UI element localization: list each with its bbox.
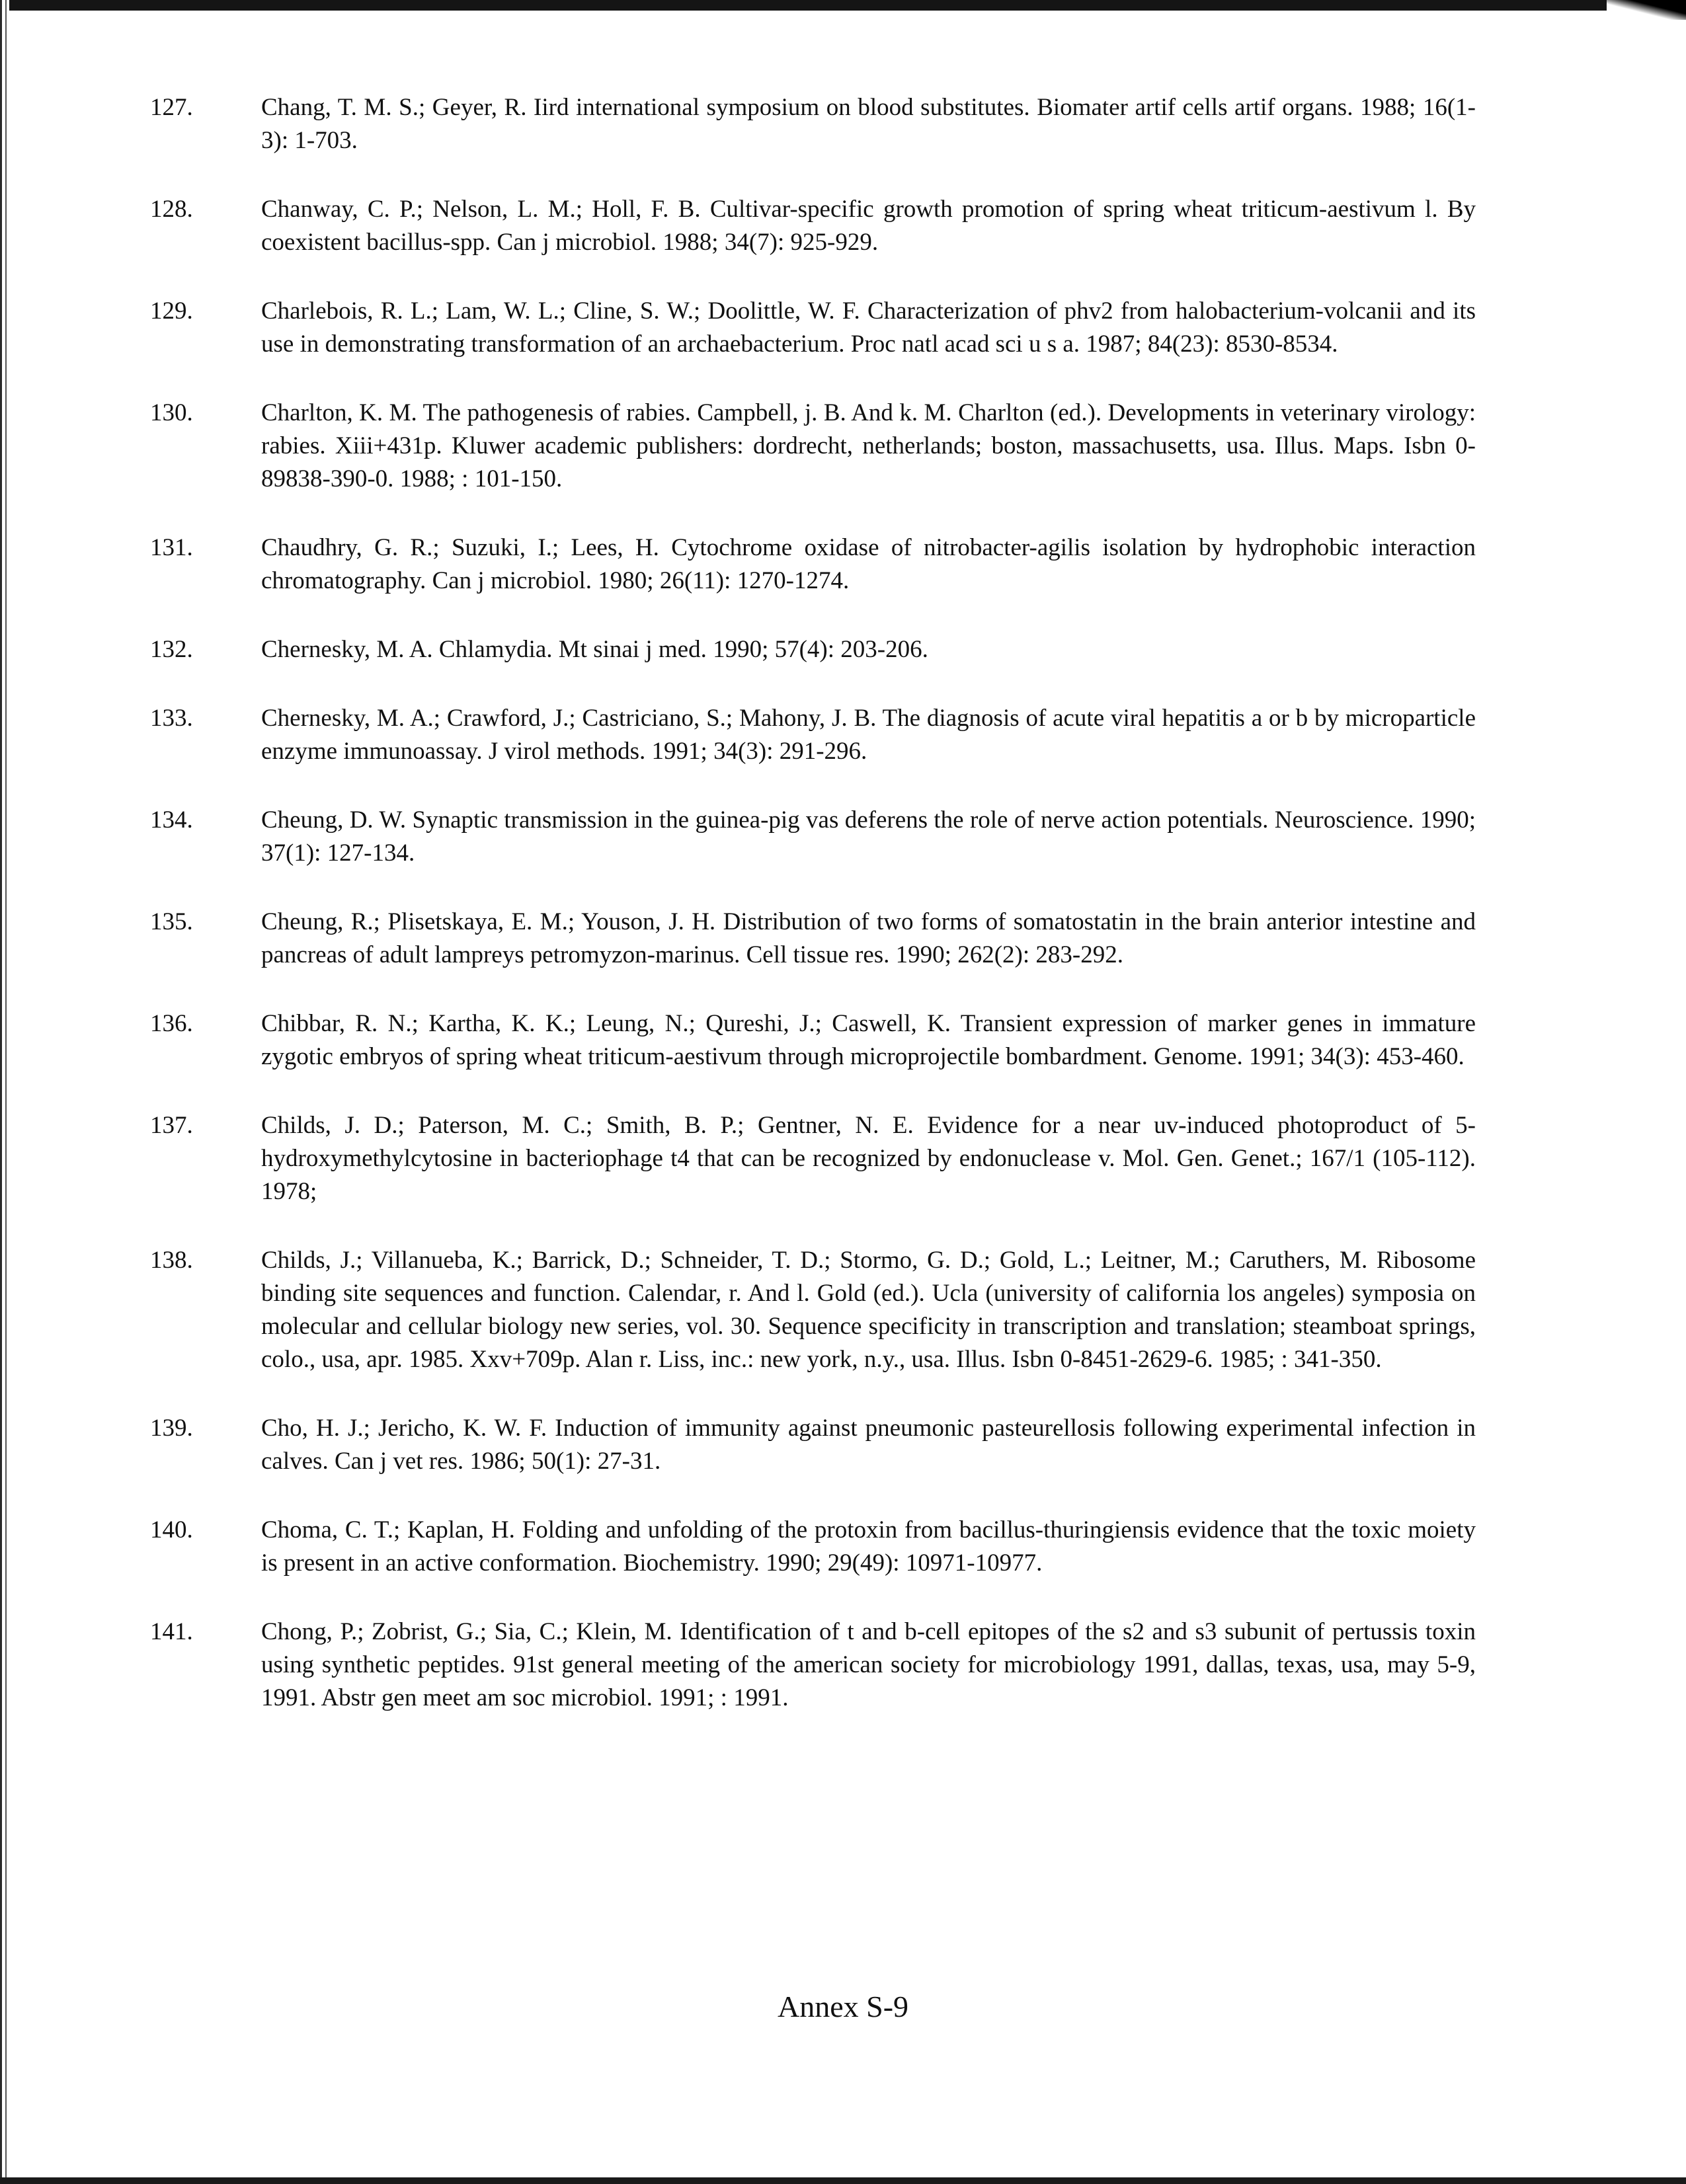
reference-item [150, 193, 1476, 259]
reference-item [150, 1412, 1476, 1478]
reference-text: Cheung, D. W. Synaptic transmission in the guinea-pig vas deferens the role of nerve action potentials. Neuroscience. 1990; 37(1): 127-134. [261, 806, 1476, 867]
reference-number: 133. [150, 705, 193, 732]
reference-text: Cho, H. J.; Jericho, K. W. F. Induction of immunity against pneumonic pasteurellosis following experimental infection in calves. Can j vet res. 1986; 50(1): 27-31. [261, 1415, 1476, 1475]
reference-text: Charlebois, R. L.; Lam, W. L.; Cline, S. W.; Doolittle, W. F. Characterization of phv2 from halobacterium-volcanii and its use in demonstrating transformation of an archaebacterium. Proc natl acad sci u s a. 1987; 84(23): 8530-8534. [261, 297, 1476, 358]
scan-border-bottom [0, 2177, 1686, 2184]
reference-text: Chibbar, R. N.; Kartha, K. K.; Leung, N.; Qureshi, J.; Caswell, K. Transient expression of marker genes in immature zygotic embryos of spring wheat triticum-aestivum through microprojectile bombardment. Genome. 1991; 34(3): 453-460. [261, 1010, 1476, 1070]
scan-corner-mark [1607, 0, 1686, 20]
reference-item [150, 1109, 1476, 1208]
reference-number: 128. [150, 196, 193, 223]
scan-border-top [0, 0, 1686, 11]
reference-text: Cheung, R.; Plisetskaya, E. M.; Youson, J. H. Distribution of two forms of somatostatin in the brain anterior intestine and pancreas of adult lampreys petromyzon-marinus. Cell tissue res. 1990; 262(2): 283-292. [261, 908, 1476, 968]
reference-item [150, 1514, 1476, 1580]
reference-text: Chaudhry, G. R.; Suzuki, I.; Lees, H. Cytochrome oxidase of nitrobacter-agilis isolation by hydrophobic interaction chromatography. Can j microbiol. 1980; 26(11): 1270-1274. [261, 534, 1476, 594]
reference-number: 127. [150, 94, 193, 121]
reference-text: Charlton, K. M. The pathogenesis of rabies. Campbell, j. B. And k. M. Charlton (ed.). Developments in veterinary virology: rabies. Xiii+431p. Kluwer academic publishers: dordrecht, netherlands; boston, massachusetts, usa. Illus. Maps. Isbn 0- 89838-390-0. 1988; : 101-150. [261, 399, 1476, 492]
reference-text: Childs, J. D.; Paterson, M. C.; Smith, B. P.; Gentner, N. E. Evidence for a near uv-induced photoproduct of 5-hydroxymethylcytosine in bacteriophage t4 that can be recognized by endonuclease v. Mol. Gen. Genet.; 167/1 (105-112). 1978; [261, 1112, 1476, 1205]
reference-number: 134. [150, 806, 193, 834]
reference-number: 132. [150, 636, 193, 663]
reference-text: Chernesky, M. A. Chlamydia. Mt sinai j med. 1990; 57(4): 203-206. [261, 636, 928, 663]
reference-number: 141. [150, 1618, 193, 1645]
reference-number: 129. [150, 297, 193, 325]
scan-border-left [0, 0, 9, 2184]
page-footer-label: Annex S-9 [777, 1990, 909, 2023]
reference-number: 139. [150, 1415, 193, 1442]
reference-item [150, 531, 1476, 598]
reference-number: 135. [150, 908, 193, 935]
reference-item [150, 91, 1476, 157]
reference-item [150, 633, 1476, 666]
reference-text: Chong, P.; Zobrist, G.; Sia, C.; Klein, M. Identification of t and b-cell epitopes of the s2 and s3 subunit of pertussis toxin using synthetic peptides. 91st general meeting of the american society for microbiology 1991, dallas, texas, usa, may 5-9, 1991. Abstr gen meet am soc microbiol. 1991; : 1991. [261, 1618, 1476, 1711]
reference-text: Chanway, C. P.; Nelson, L. M.; Holl, F. B. Cultivar-specific growth promotion of spring wheat triticum-aestivum l. By coexistent bacillus-spp. Can j microbiol. 1988; 34(7): 925-929. [261, 196, 1476, 256]
reference-number: 138. [150, 1247, 193, 1274]
reference-item [150, 295, 1476, 361]
reference-number: 137. [150, 1112, 193, 1139]
reference-text: Choma, C. T.; Kaplan, H. Folding and unfolding of the protoxin from bacillus-thuringiensis evidence that the toxic moiety is present in an active conformation. Biochemistry. 1990; 29(49): 10971-10977. [261, 1516, 1476, 1577]
reference-item [150, 906, 1476, 972]
reference-item [150, 702, 1476, 768]
reference-text: Chernesky, M. A.; Crawford, J.; Castriciano, S.; Mahony, J. B. The diagnosis of acute viral hepatitis a or b by microparticle enzyme immunoassay. J virol methods. 1991; 34(3): 291-296. [261, 705, 1476, 765]
reference-text: Chang, T. M. S.; Geyer, R. Iird international symposium on blood substitutes. Biomater artif cells artif organs. 1988; 16(1- 3): 1-703. [261, 94, 1476, 154]
reference-number: 131. [150, 534, 193, 561]
reference-number: 140. [150, 1516, 193, 1543]
reference-item [150, 1007, 1476, 1073]
reference-item [150, 397, 1476, 496]
reference-item [150, 1616, 1476, 1715]
reference-number: 136. [150, 1010, 193, 1037]
reference-item [150, 1244, 1476, 1376]
reference-number: 130. [150, 399, 193, 426]
reference-item [150, 804, 1476, 870]
reference-list [150, 91, 1476, 1750]
reference-text: Childs, J.; Villanueba, K.; Barrick, D.; Schneider, T. D.; Stormo, G. D.; Gold, L.; Leitner, M.; Caruthers, M. Ribosome binding site sequences and function. Calendar, r. And l. Gold (ed.). Ucla (university of california los angeles) symposia on molecular and cellular biology new series, vol. 30. Sequence specificity in transcription and translation; steamboat springs, colo., usa, apr. 1985. Xxv+709p. Alan r. Liss, inc.: new york, n.y., usa. Illus. Isbn 0-8451-2629-6. 1985; : 341-350. [261, 1247, 1476, 1373]
